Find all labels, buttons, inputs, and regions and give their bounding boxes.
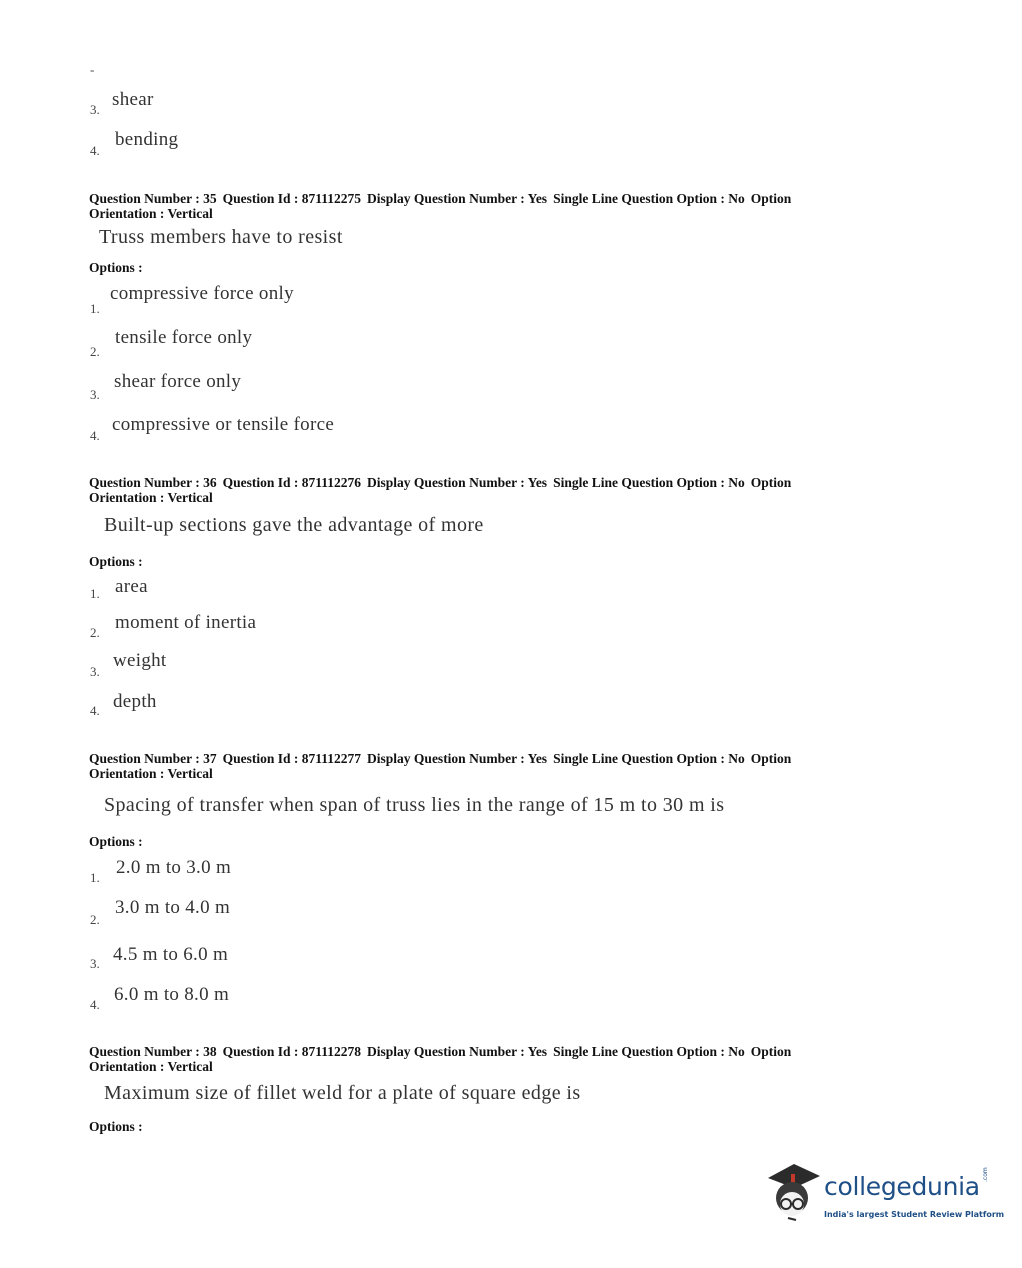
stray-mark: - [90,62,95,77]
option-text: moment of inertia [115,612,257,633]
option-number: 3. [90,956,100,971]
option-number: 4. [90,997,100,1012]
question-meta: Question Number : 36 Question Id : 871112276 Display Question Number : Yes Single Line Question Option : No Option Orientation : Vertical [89,475,792,505]
option-text: shear [112,89,154,110]
options-label: Options : [89,554,143,569]
option-number: 1. [90,301,100,316]
option-text: shear force only [114,371,242,392]
option-number: 3. [90,664,100,679]
logo-name: collegedunia [824,1172,980,1201]
option-text: bending [115,129,179,150]
option-number: 3. [90,102,100,117]
logo-suffix: .com [982,1167,989,1182]
option-text: compressive or tensile force [112,414,335,435]
logo-tagline: India's largest Student Review Platform [824,1210,1005,1219]
option-number: 2. [90,344,100,359]
option-number: 3. [90,387,100,402]
option-number: 1. [90,586,100,601]
option-number: 2. [90,912,100,927]
option-text: 3.0 m to 4.0 m [115,897,231,918]
option-number: 4. [90,703,100,718]
option-number: 4. [90,143,100,158]
mascot-icon [764,1160,822,1230]
question-meta: Question Number : 38 Question Id : 871112278 Display Question Number : Yes Single Line Question Option : No Option Orientation : Vertical [89,1044,792,1074]
question-text: Built-up sections gave the advantage of more [104,514,484,536]
option-text: depth [113,691,157,712]
collegedunia-logo [764,1160,1005,1230]
question-text: Truss members have to resist [99,226,343,248]
option-number: 2. [90,625,100,640]
option-number: 4. [90,428,100,443]
option-text: area [115,576,148,597]
option-text: compressive force only [110,283,294,304]
options-label: Options : [89,260,143,275]
question-meta: Question Number : 37 Question Id : 871112277 Display Question Number : Yes Single Line Question Option : No Option Orientation : Vertical [89,751,792,781]
option-text: 2.0 m to 3.0 m [116,857,232,878]
option-text: tensile force only [115,327,253,348]
question-text: Maximum size of fillet weld for a plate of square edge is [104,1082,581,1104]
question-meta: Question Number : 35 Question Id : 871112275 Display Question Number : Yes Single Line Question Option : No Option Orientation : Vertical [89,191,792,221]
options-label: Options : [89,834,143,849]
options-label: Options : [89,1119,143,1134]
question-text: Spacing of transfer when span of truss lies in the range of 15 m to 30 m is [104,794,725,816]
option-text: weight [113,650,167,671]
option-number: 1. [90,870,100,885]
option-text: 6.0 m to 8.0 m [114,984,230,1005]
option-text: 4.5 m to 6.0 m [113,944,229,965]
